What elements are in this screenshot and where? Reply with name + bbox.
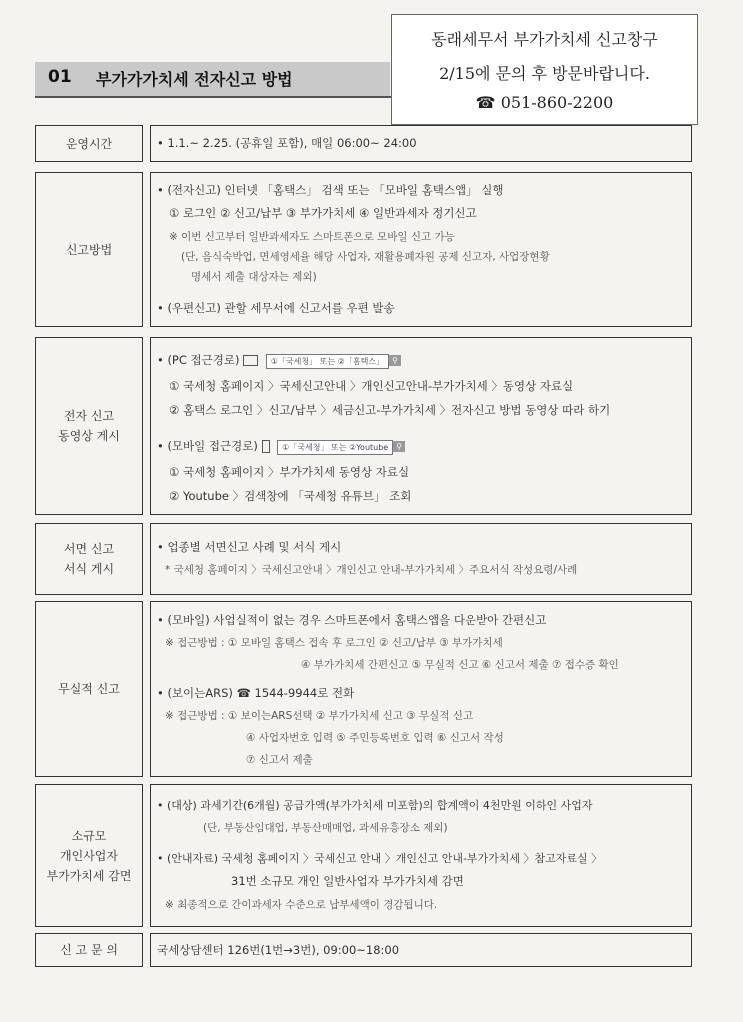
pc-search-bar [266, 353, 401, 369]
content-hours [150, 125, 692, 162]
video-mobile-label: • (모바일 접근경로) [157, 439, 258, 453]
label-inquiry: 신 고 문 의 [35, 933, 143, 967]
video-line-2: ① 국세청 홈페이지 〉국세신고안내 〉개인신고안내-부가가치세 〉동영상 자료실 [169, 379, 574, 393]
method-line-6: • (우편신고) 관할 세무서에 신고서를 우편 발송 [157, 301, 395, 315]
label-small-business: 소규모 개인사업자 부가가치세 감면 [35, 784, 143, 927]
notice-phone: 051-860-2200 [500, 93, 614, 112]
small-line-5: ※ 최종적으로 간이과세자 수준으로 납부세액이 경감됩니다. [165, 899, 438, 911]
pc-search-text: ①「국세청」 또는 ②「홈택스」 [266, 354, 389, 369]
nil-line-4: • (보이는ARS) ☎ 1544-9944로 전화 [157, 686, 355, 700]
nil-line-6: ④ 사업자번호 입력 ⑤ 주민등록번호 입력 ⑥ 신고서 작성 [246, 732, 504, 744]
hours-text: • 1.1.~ 2.25. (공휴일 포함), 매일 06:00~ 24:00 [157, 136, 417, 150]
section-title: 부가가가치세 전자신고 방법 [96, 70, 293, 89]
nil-line-3: ④ 부가가치세 간편신고 ⑤ 무실적 신고 ⑥ 신고서 제출 ⑦ 접수증 확인 [301, 659, 619, 671]
label-nil: 무실적 신고 [35, 601, 143, 777]
video-line-6: ② Youtube 〉검색창에 「국세청 유튜브」 조회 [169, 489, 412, 503]
label-video: 전자 신고 동영상 게시 [35, 337, 143, 515]
method-line-5: 명세서 제출 대상자는 제외) [191, 271, 317, 283]
method-line-3: ※ 이번 신고부터 일반과세자도 스마트폰으로 모바일 신고 가능 [169, 231, 455, 243]
form-line-1: • 업종별 서면신고 사례 및 서식 게시 [157, 540, 342, 554]
content-form [150, 523, 692, 595]
small-line-3: • (안내자료) 국세청 홈페이지 〉국세신고 안내 〉개인신고 안내-부가가치세 〉참고자료실 〉 [157, 852, 603, 865]
video-pc-label: • (PC 접근경로) [157, 353, 240, 367]
phone-device-icon [262, 440, 270, 453]
mobile-search-bar [277, 439, 405, 455]
video-line-5: ① 국세청 홈페이지 〉부가가치세 동영상 자료실 [169, 465, 410, 479]
video-mobile-path [157, 438, 405, 455]
video-pc-path [157, 352, 401, 369]
search-icon: ⚲ [389, 355, 401, 366]
small-line-4: 31번 소규모 개인 일반사업자 부가가치세 감면 [231, 874, 464, 888]
video-line-3: ② 홈택스 로그인 〉신고/납부 〉세금신고-부가가치세 〉전자신고 방법 동영상 따라 하기 [169, 403, 611, 417]
nil-line-1: • (모바일) 사업실적이 없는 경우 스마트폰에서 홈택스앱을 다운받아 간편신고 [157, 613, 547, 627]
label-form: 서면 신고 서식 게시 [35, 523, 143, 595]
monitor-icon [243, 355, 258, 366]
nil-line-2: ※ 접근방법 : ① 모바일 홈택스 접속 후 로그인 ② 신고/납부 ③ 부가가치세 [165, 637, 503, 649]
form-line-2: * 국세청 홈페이지 〉국세신고안내 〉개인신고 안내-부가가치세 〉주요서식 작성요령/사례 [165, 564, 578, 576]
search-icon: ⚲ [393, 441, 405, 452]
label-method: 신고방법 [35, 172, 143, 327]
phone-icon: ☎ [475, 93, 496, 112]
content-inquiry [150, 933, 692, 967]
small-line-2: (단, 부동산임대업, 부동산매매업, 과세유흥장소 제외) [203, 822, 448, 834]
method-line-4: (단, 음식숙박업, 면세영세율 해당 사업자, 재활용폐자원 공제 신고자, 사업장현황 [181, 251, 550, 263]
nil-line-7: ⑦ 신고서 제출 [246, 754, 313, 766]
notice-phone-line [392, 93, 697, 112]
notice-box [391, 14, 698, 125]
notice-line-2: 2/15에 문의 후 방문바랍니다. [439, 64, 650, 83]
label-hours: 운영시간 [35, 125, 143, 162]
content-video [150, 337, 692, 515]
mobile-search-text: ①「국세청」 또는 ②Youtube [277, 440, 393, 455]
small-line-1: • (대상) 과세기간(6개월) 공급가액(부가가치세 미포함)의 합계액이 4천만원 이하인 사업자 [157, 799, 593, 812]
content-small-business [150, 784, 692, 927]
content-nil [150, 601, 692, 777]
nil-line-5: ※ 접근방법 : ① 보이는ARS선택 ② 부가가치세 신고 ③ 무실적 신고 [165, 710, 474, 722]
section-number: 01 [48, 67, 72, 87]
method-line-2: ① 로그인 ② 신고/납부 ③ 부가가치세 ④ 일반과세자 정기신고 [169, 206, 477, 220]
method-line-1: • (전자신고) 인터넷 「홈택스」 검색 또는 「모바일 홈택스앱」 실행 [157, 183, 504, 197]
content-method [150, 172, 692, 327]
inquiry-text: 국세상담센터 126번(1번→3번), 09:00~18:00 [157, 943, 400, 957]
notice-line-1: 동래세무서 부가가치세 신고창구 [431, 30, 658, 49]
